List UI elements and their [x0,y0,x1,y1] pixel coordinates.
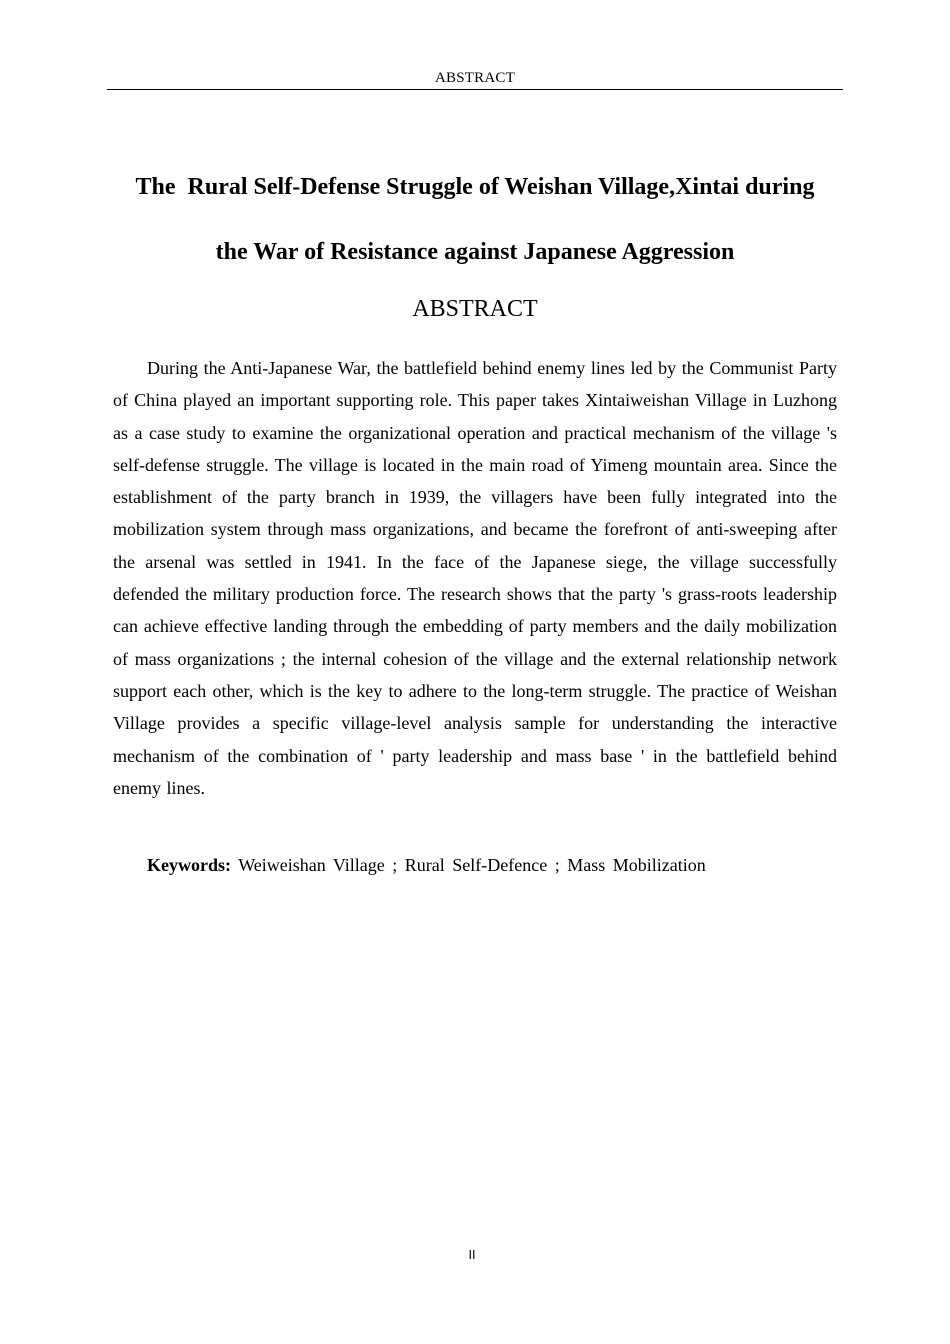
page-number: II [468,1248,476,1262]
abstract-body: During the Anti-Japanese War, the battlefield behind enemy lines led by the Communist Party of China played an important supporting role. This paper takes Xintaiweishan Village in Luzhong as a case study to examine the organizational operation and practical mechanism of the village 's self-defense struggle. The village is located in the main road of Yimeng mountain area. Since the establishment of the party branch in 1939, the villagers have been fully integrated into the mobilization system through mass organizations, and became the forefront of anti-sweeping after the arsenal was settled in 1941. In the face of the Japanese siege, the village successfully defended the military production force. The research shows that the party 's grass-roots leadership can achieve effective landing through the embedding of party members and the daily mobilization of mass organizations ; the internal cohesion of the village and the external relationship network support each other, which is the key to adhere to the long-term struggle. The practice of Weishan Village provides a specific village-level analysis sample for understanding the interactive mechanism of the combination of ' party leadership and mass base ' in the battlefield behind enemy lines. [113,358,837,798]
paper-title-line-1: The Rural Self-Defense Struggle of Weishan Village,Xintai during [135,174,815,200]
keywords-text: Weiweishan Village ; Rural Self-Defence ; Mass Mobilization [238,855,706,875]
paper-title-line-2: the War of Resistance against Japanese Aggression [215,239,735,265]
header-rule [107,89,843,90]
keywords-label: Keywords: [147,855,231,875]
running-header: ABSTRACT [435,70,515,86]
abstract-heading: ABSTRACT [412,296,538,322]
keywords [113,850,837,880]
paper-title [112,155,838,285]
